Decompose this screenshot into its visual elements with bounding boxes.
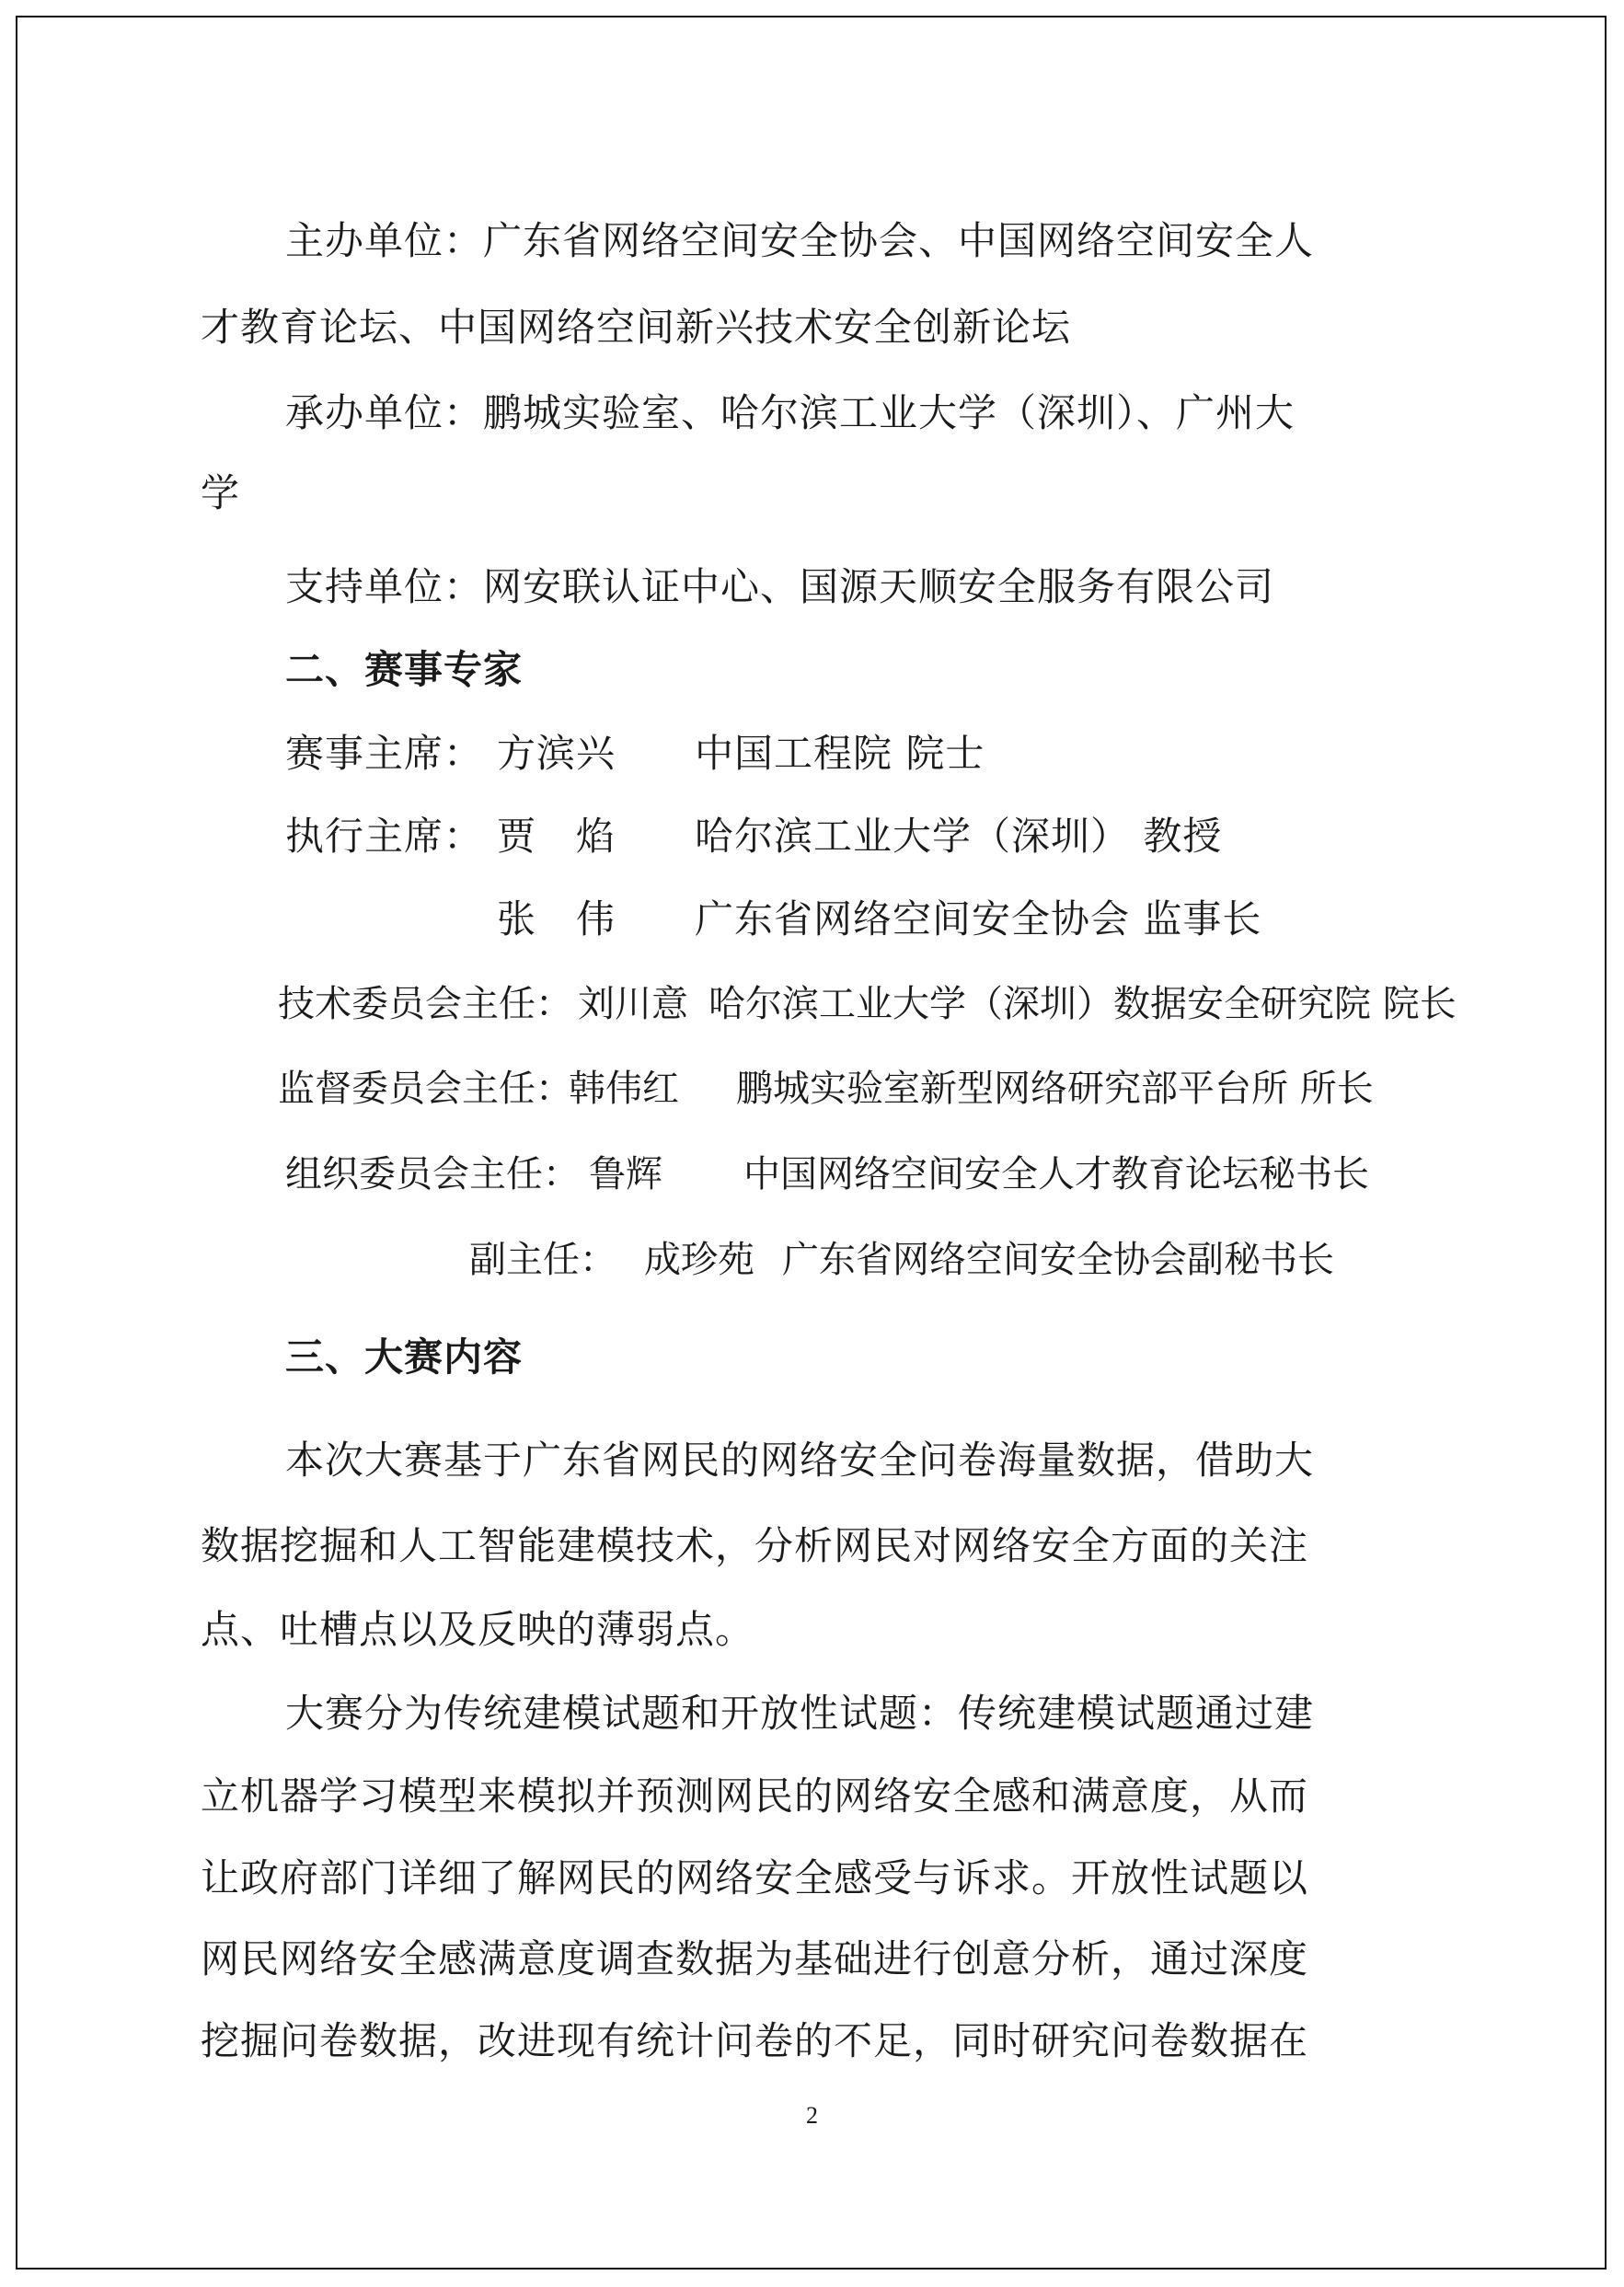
exec-chair-2-name: 张 伟 — [497, 896, 616, 941]
para2-line-5: 挖掘问卷数据，改进现有统计问卷的不足，同时研究问卷数据在 — [201, 2018, 1309, 2063]
chair-role: 赛事主席： — [285, 731, 484, 776]
para1-line-3: 点、吐槽点以及反映的薄弱点。 — [201, 1607, 755, 1652]
host-line-1: 承办单位：鹏城实验室、哈尔滨工业大学（深圳）、广州大 — [285, 390, 1296, 435]
deputy-director-role: 副主任： — [469, 1239, 616, 1281]
section3-heading: 三、大赛内容 — [285, 1334, 524, 1380]
exec-chair-role: 执行主席： — [285, 814, 484, 859]
tech-committee-title: 哈尔滨工业大学（深圳）数据安全研究院 院长 — [708, 983, 1457, 1025]
organizing-committee-title: 中国网络空间安全人才教育论坛秘书长 — [743, 1153, 1369, 1195]
deputy-director-name: 成珍苑 — [644, 1239, 754, 1281]
supervision-committee-role: 监督委员会主任： — [278, 1068, 572, 1110]
organizer-line-2: 才教育论坛、中国网络空间新兴技术安全创新论坛 — [201, 305, 1072, 350]
tech-committee-name: 刘川意 — [578, 983, 688, 1025]
host-line-2: 学 — [201, 470, 241, 515]
tech-committee-role: 技术委员会主任： — [278, 983, 572, 1025]
chair-title: 中国工程院 院士 — [695, 731, 985, 776]
para2-line-3: 让政府部门详细了解网民的网络安全感受与诉求。开放性试题以 — [201, 1855, 1309, 1900]
organizing-committee-role: 组织委员会主任： — [285, 1153, 580, 1195]
para2-line-2: 立机器学习模型来模拟并预测网民的网络安全感和满意度，从而 — [201, 1773, 1309, 1819]
chair-name: 方滨兴 — [497, 731, 616, 776]
para2-line-1: 大赛分为传统建模试题和开放性试题：传统建模试题通过建 — [285, 1691, 1315, 1736]
section2-heading: 二、赛事专家 — [285, 647, 524, 692]
supporter-line: 支持单位：网安联认证中心、国源天顺安全服务有限公司 — [285, 564, 1275, 609]
exec-chair-1-name: 贾 焰 — [497, 814, 616, 859]
supervision-committee-title: 鹏城实验室新型网络研究部平台所 所长 — [736, 1068, 1374, 1110]
para1-line-1: 本次大赛基于广东省网民的网络安全问卷海量数据，借助大 — [285, 1438, 1315, 1483]
para1-line-2: 数据挖掘和人工智能建模技术，分析网民对网络安全方面的关注 — [201, 1523, 1309, 1568]
organizing-committee-name: 鲁辉 — [589, 1153, 662, 1195]
page-number: 2 — [806, 2102, 818, 2129]
organizer-line-1: 主办单位：广东省网络空间安全协会、中国网络空间安全人 — [285, 218, 1315, 263]
exec-chair-1-title: 哈尔滨工业大学（深圳） 教授 — [695, 814, 1223, 859]
page-border — [16, 16, 1607, 2270]
supervision-committee-name: 韩伟红 — [569, 1068, 679, 1110]
para2-line-4: 网民网络安全感满意度调查数据为基础进行创意分析，通过深度 — [201, 1936, 1309, 1981]
deputy-director-title: 广东省网络空间安全协会副秘书长 — [782, 1239, 1334, 1281]
exec-chair-2-title: 广东省网络空间安全协会 监事长 — [695, 896, 1262, 941]
